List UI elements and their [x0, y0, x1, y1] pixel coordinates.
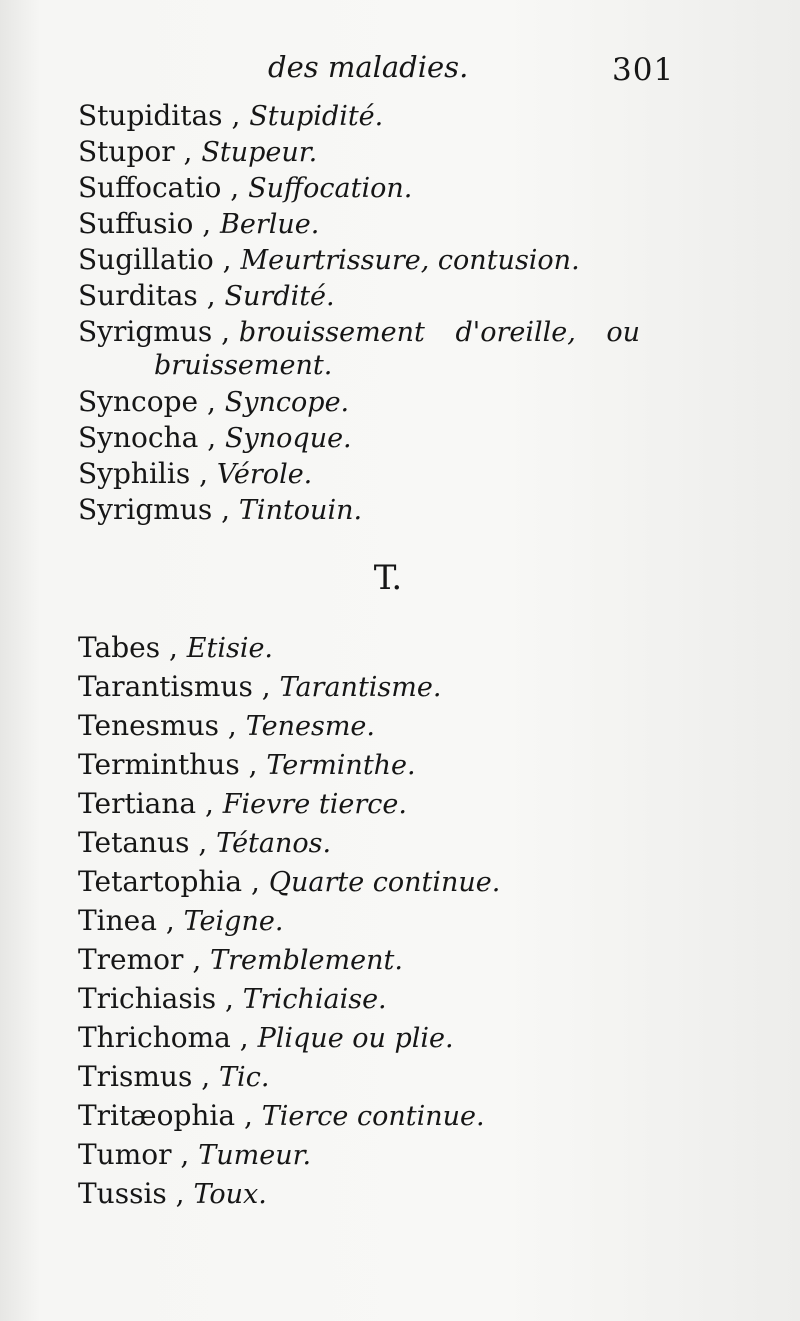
glossary-entry: Tussis , Toux.: [78, 1177, 267, 1210]
glossary-entry: Tetanus , Tétanos.: [78, 826, 332, 859]
latin-term: Tabes: [78, 631, 161, 664]
glossary-entry: Terminthus , Terminthe.: [78, 748, 416, 781]
glossary-entry: Syrigmus , Tintouin.: [78, 493, 363, 526]
latin-term: Stupor: [78, 135, 175, 168]
french-term: Tétanos.: [216, 828, 332, 859]
glossary-entry: Stupor , Stupeur.: [78, 135, 318, 168]
latin-term: Syphilis: [78, 457, 191, 490]
french-term: Berlue.: [220, 209, 320, 240]
glossary-entry: Sugillatio , Meurtrissure, contusion.: [78, 243, 580, 276]
latin-term: Suffocatio: [78, 171, 222, 204]
french-term: Tremblement.: [210, 945, 403, 976]
french-term: Tarantisme.: [279, 672, 442, 703]
latin-term: Terminthus: [78, 748, 240, 781]
french-term: Tintouin.: [238, 495, 363, 526]
french-term: Terminthe.: [266, 750, 416, 781]
glossary-entry: Syphilis , Vérole.: [78, 457, 313, 490]
latin-term: Tinea: [78, 904, 157, 937]
latin-term: Surditas: [78, 279, 198, 312]
latin-term: Synocha: [78, 421, 199, 454]
glossary-entry: Suffocatio , Suffocation.: [78, 171, 413, 204]
entries-s-group-2: [78, 384, 778, 528]
latin-term: Stupiditas: [78, 99, 223, 132]
glossary-entry: Tabes , Etisie.: [78, 631, 274, 664]
latin-term: Suffusio: [78, 207, 194, 240]
glossary-entry: Thrichoma , Plique ou plie.: [78, 1021, 454, 1054]
glossary-list: [78, 98, 778, 1213]
glossary-entry: Synocha , Synoque.: [78, 421, 352, 454]
french-term: Toux.: [193, 1179, 267, 1210]
french-term: Fievre tierce.: [222, 789, 407, 820]
latin-term: Tenesmus: [78, 709, 219, 742]
latin-term: Tertiana: [78, 787, 197, 820]
glossary-entry: Suffusio , Berlue.: [78, 207, 320, 240]
glossary-entry: Tritæophia , Tierce continue.: [78, 1099, 485, 1132]
glossary-entry: Tenesmus , Tenesme.: [78, 709, 375, 742]
french-term: Trichiaise.: [242, 984, 387, 1015]
glossary-entry: Tertiana , Fievre tierce.: [78, 787, 407, 820]
glossary-entry: Trismus , Tic.: [78, 1060, 270, 1093]
french-term: Teigne.: [183, 906, 284, 937]
glossary-entry: Tumor , Tumeur.: [78, 1138, 312, 1171]
french-term: Surdité.: [224, 281, 335, 312]
french-term: Vérole.: [216, 459, 313, 490]
latin-term: Trichiasis: [78, 982, 217, 1015]
section-letter: T.: [373, 558, 403, 598]
entry-continuation-text: bruissement.: [154, 350, 333, 381]
glossary-entry: Trichiasis , Trichiaise.: [78, 982, 387, 1015]
latin-term: Tetanus: [78, 826, 190, 859]
latin-term: Tremor: [78, 943, 184, 976]
latin-term: Syncope: [78, 385, 199, 418]
french-term: brouissement d'oreille, ou: [238, 317, 641, 348]
french-term: Syncope.: [224, 387, 350, 418]
glossary-entry: Tinea , Teigne.: [78, 904, 284, 937]
glossary-entry: Syrigmus , brouissement d'oreille, ou: [78, 315, 641, 348]
french-term: Tierce continue.: [261, 1101, 485, 1132]
glossary-entry: Tetartophia , Quarte continue.: [78, 865, 501, 898]
running-head: des maladies.: [268, 50, 469, 84]
latin-term: Trismus: [78, 1060, 193, 1093]
page-header: [0, 44, 800, 94]
entries-s-group: [78, 98, 778, 350]
latin-term: Syrigmus: [78, 315, 213, 348]
french-term: Tenesme.: [245, 711, 375, 742]
french-term: Meurtrissure, contusion.: [240, 245, 580, 276]
french-term: Stupeur.: [201, 137, 318, 168]
french-term: Suffocation.: [248, 173, 413, 204]
page-number: 301: [612, 52, 675, 88]
french-term: Stupidité.: [249, 101, 384, 132]
french-term: Tumeur.: [198, 1140, 312, 1171]
glossary-entry: Syncope , Syncope.: [78, 385, 350, 418]
glossary-entry: Tarantismus , Tarantisme.: [78, 670, 442, 703]
entries-t-group: [78, 628, 778, 1213]
glossary-entry: Tremor , Tremblement.: [78, 943, 403, 976]
french-term: Quarte continue.: [268, 867, 501, 898]
latin-term: Tetartophia: [78, 865, 243, 898]
french-term: Synoque.: [225, 423, 352, 454]
french-term: Etisie.: [186, 633, 274, 664]
latin-term: Thrichoma: [78, 1021, 231, 1054]
latin-term: Tussis: [78, 1177, 167, 1210]
latin-term: Tumor: [78, 1138, 172, 1171]
latin-term: Tritæophia: [78, 1099, 236, 1132]
latin-term: Syrigmus: [78, 493, 213, 526]
latin-term: Tarantismus: [78, 670, 253, 703]
french-term: Tic.: [219, 1062, 270, 1093]
entry-continuation: [78, 350, 778, 384]
glossary-entry: Stupiditas , Stupidité.: [78, 99, 384, 132]
latin-term: Sugillatio: [78, 243, 214, 276]
glossary-entry: Surditas , Surdité.: [78, 279, 335, 312]
french-term: Plique ou plie.: [257, 1023, 454, 1054]
